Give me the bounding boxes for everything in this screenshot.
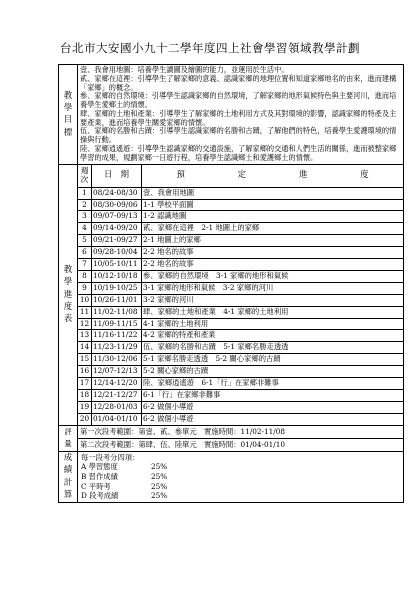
week-progress: 肆、家鄉的土地和產業 4-1 家鄉的土地利用 [142, 306, 404, 318]
goal-item: 參、家鄉的自然環境：引導學生認識家鄉的自然環境，了解家鄉的地形氣候特色與主要河川，進而培養學生愛鄉土的情懷。 [80, 91, 397, 110]
schedule-row [59, 259, 404, 271]
grading-content [78, 451, 404, 502]
week-progress: 壹、我會用地圖 [142, 187, 404, 199]
week-progress: 6-2 做個小導遊 [142, 401, 404, 413]
week-date: 01/04-01/10 [92, 413, 142, 425]
goal-item: 貳、家鄉在這裡：引導學生了解家鄉的意義、認識家鄉的地理位置和知道家鄉地名的由來，進而建構「家鄉」的概念。 [80, 73, 397, 92]
week-number: 3 [78, 211, 92, 223]
schedule-label: 教 學 進 度 表 [59, 164, 78, 425]
week-date: 09/21-09/27 [92, 235, 142, 247]
week-progress: 陸、家鄉逍遙遊 6-1「行」在家鄉非難事 [142, 378, 404, 390]
week-number: 1 [78, 187, 92, 199]
week-number: 7 [78, 259, 92, 271]
week-date: 08/24-08/30 [92, 187, 142, 199]
week-date: 09/28-10/04 [92, 247, 142, 259]
grading-item: B 習作成績 25% [81, 471, 168, 481]
week-number: 2 [78, 199, 92, 211]
week-date: 12/21-12/27 [92, 390, 142, 402]
goals-label: 教 學 目 標 [59, 65, 78, 165]
evaluation-line: 第二次段考範圍：第肆、伍、陸單元 實施時間：01/04-01/10 [78, 438, 404, 451]
week-date: 10/26-11/01 [92, 294, 142, 306]
week-number: 18 [78, 390, 92, 402]
week-number: 10 [78, 294, 92, 306]
grading-intro: 每一段考分四項： [81, 452, 140, 462]
week-progress: 3-2 家鄉的河川 [142, 294, 404, 306]
grading-row [59, 451, 404, 502]
grading-label: 成 績 計 算 [59, 451, 78, 502]
teaching-plan-table [58, 64, 404, 503]
week-date: 11/09-11/15 [92, 318, 142, 330]
goal-item: 肆、家鄉的土地和產業：引導學生了解家鄉的土地利用方式及其對環境的影響，認識家鄉的特產及主要產業，進而培養學生關愛家鄉的情懷。 [80, 108, 397, 127]
week-date: 09/07-09/13 [92, 211, 142, 223]
week-progress: 1-1 學校平面圖 [142, 199, 404, 211]
goals-content [78, 65, 404, 165]
goals-row [59, 65, 404, 165]
schedule-row [59, 342, 404, 354]
week-number: 20 [78, 413, 92, 425]
schedule-row [59, 330, 404, 342]
schedule-row [59, 413, 404, 425]
schedule-row [59, 282, 404, 294]
week-progress: 2-1 地圖上的家鄉 [142, 235, 404, 247]
week-progress: 5-2 關心家鄉的古蹟 [142, 366, 404, 378]
week-number: 4 [78, 223, 92, 235]
week-number: 15 [78, 354, 92, 366]
week-progress: 4-1 家鄉的土地利用 [142, 318, 404, 330]
week-progress: 參、家鄉的自然環境 3-1 家鄉的地形和氣候 [142, 270, 404, 282]
week-date: 11/16-11/22 [92, 330, 142, 342]
schedule-row [59, 354, 404, 366]
week-number: 9 [78, 282, 92, 294]
schedule-row [59, 318, 404, 330]
schedule-row [59, 211, 404, 223]
grading-item: D 段考成績 25% [81, 491, 168, 501]
evaluation-line: 第一次段考範圍：第壹、貳、參單元 實施時間：11/02-11/08 [78, 425, 404, 438]
schedule-row [59, 223, 404, 235]
week-progress: 2-2 地名的故事 [142, 259, 404, 271]
goal-item: 陸、家鄉逍遙遊：引導學生認識家鄉的交通設施，了解家鄉的交通和人們生活的關係，進而被整家鄉學習的成果，規劃家鄉一日遊行程，培養學生認識鄉土和愛護鄉土的情懷。 [80, 144, 397, 162]
schedule-header-row [59, 164, 404, 187]
week-number: 14 [78, 342, 92, 354]
schedule-row [59, 390, 404, 402]
week-date: 11/23-11/29 [92, 342, 142, 354]
date-header: 日 期 [92, 164, 142, 187]
week-progress: 6-1「行」在家鄉非難事 [142, 390, 404, 402]
week-header: 週 次 [78, 164, 92, 187]
schedule-row [59, 187, 404, 199]
goal-item: 壹、我會用地圖：培養學生讀圖及繪圖的能力，並運用於生活中。 [80, 65, 289, 74]
week-date: 09/14-09/20 [92, 223, 142, 235]
week-number: 5 [78, 235, 92, 247]
schedule-row [59, 366, 404, 378]
week-number: 12 [78, 318, 92, 330]
week-progress: 1-2 認識地圖 [142, 211, 404, 223]
evaluation-row [59, 438, 404, 451]
week-progress: 2-2 地名的故事 [142, 247, 404, 259]
week-date: 11/02-11/08 [92, 306, 142, 318]
week-number: 11 [78, 306, 92, 318]
week-number: 17 [78, 378, 92, 390]
week-date: 08/30-09/06 [92, 199, 142, 211]
week-date: 12/14-12/20 [92, 378, 142, 390]
week-progress: 3-1 家鄉的地形和氣候 3-2 家鄉的河川 [142, 282, 404, 294]
week-progress: 伍、家鄉的名勝和古蹟 5-1 家鄉名勝走透透 [142, 342, 404, 354]
week-progress: 貳、家鄉在這裡 2-1 地圖上的家鄉 [142, 223, 404, 235]
week-number: 8 [78, 270, 92, 282]
progress-header: 預 定 進 度 [142, 164, 404, 187]
evaluation-row [59, 425, 404, 438]
week-number: 19 [78, 401, 92, 413]
schedule-row [59, 235, 404, 247]
schedule-row [59, 270, 404, 282]
week-date: 12/28-01/03 [92, 401, 142, 413]
week-number: 6 [78, 247, 92, 259]
week-progress: 5-1 家鄉名勝走透透 5-2 關心家鄉的古蹟 [142, 354, 404, 366]
week-number: 13 [78, 330, 92, 342]
week-date: 10/19-10/25 [92, 282, 142, 294]
week-date: 12/07-12/13 [92, 366, 142, 378]
grading-item: C 平時考 25% [81, 481, 168, 491]
schedule-row [59, 401, 404, 413]
schedule-row [59, 247, 404, 259]
week-progress: 6-2 做個小導遊 [142, 413, 404, 425]
schedule-row [59, 378, 404, 390]
week-number: 16 [78, 366, 92, 378]
schedule-row [59, 199, 404, 211]
goal-item: 伍、家鄉的名勝和古蹟：引導學生認識家鄉的名勝和古蹟，了解他們的特色，培養學生愛護環境的情操與行動。 [80, 126, 397, 145]
week-date: 11/30-12/06 [92, 354, 142, 366]
page-title: 台北市大安國小九十二學年度四上社會學習領域教學計劃 [60, 41, 360, 55]
evaluation-label: 評 量 [59, 425, 78, 451]
grading-item: A 學習態度 25% [81, 462, 168, 472]
week-date: 10/12-10/18 [92, 270, 142, 282]
week-progress: 4-2 家鄉的特產和產業 [142, 330, 404, 342]
schedule-row [59, 294, 404, 306]
schedule-row [59, 306, 404, 318]
week-date: 10/05-10/11 [92, 259, 142, 271]
